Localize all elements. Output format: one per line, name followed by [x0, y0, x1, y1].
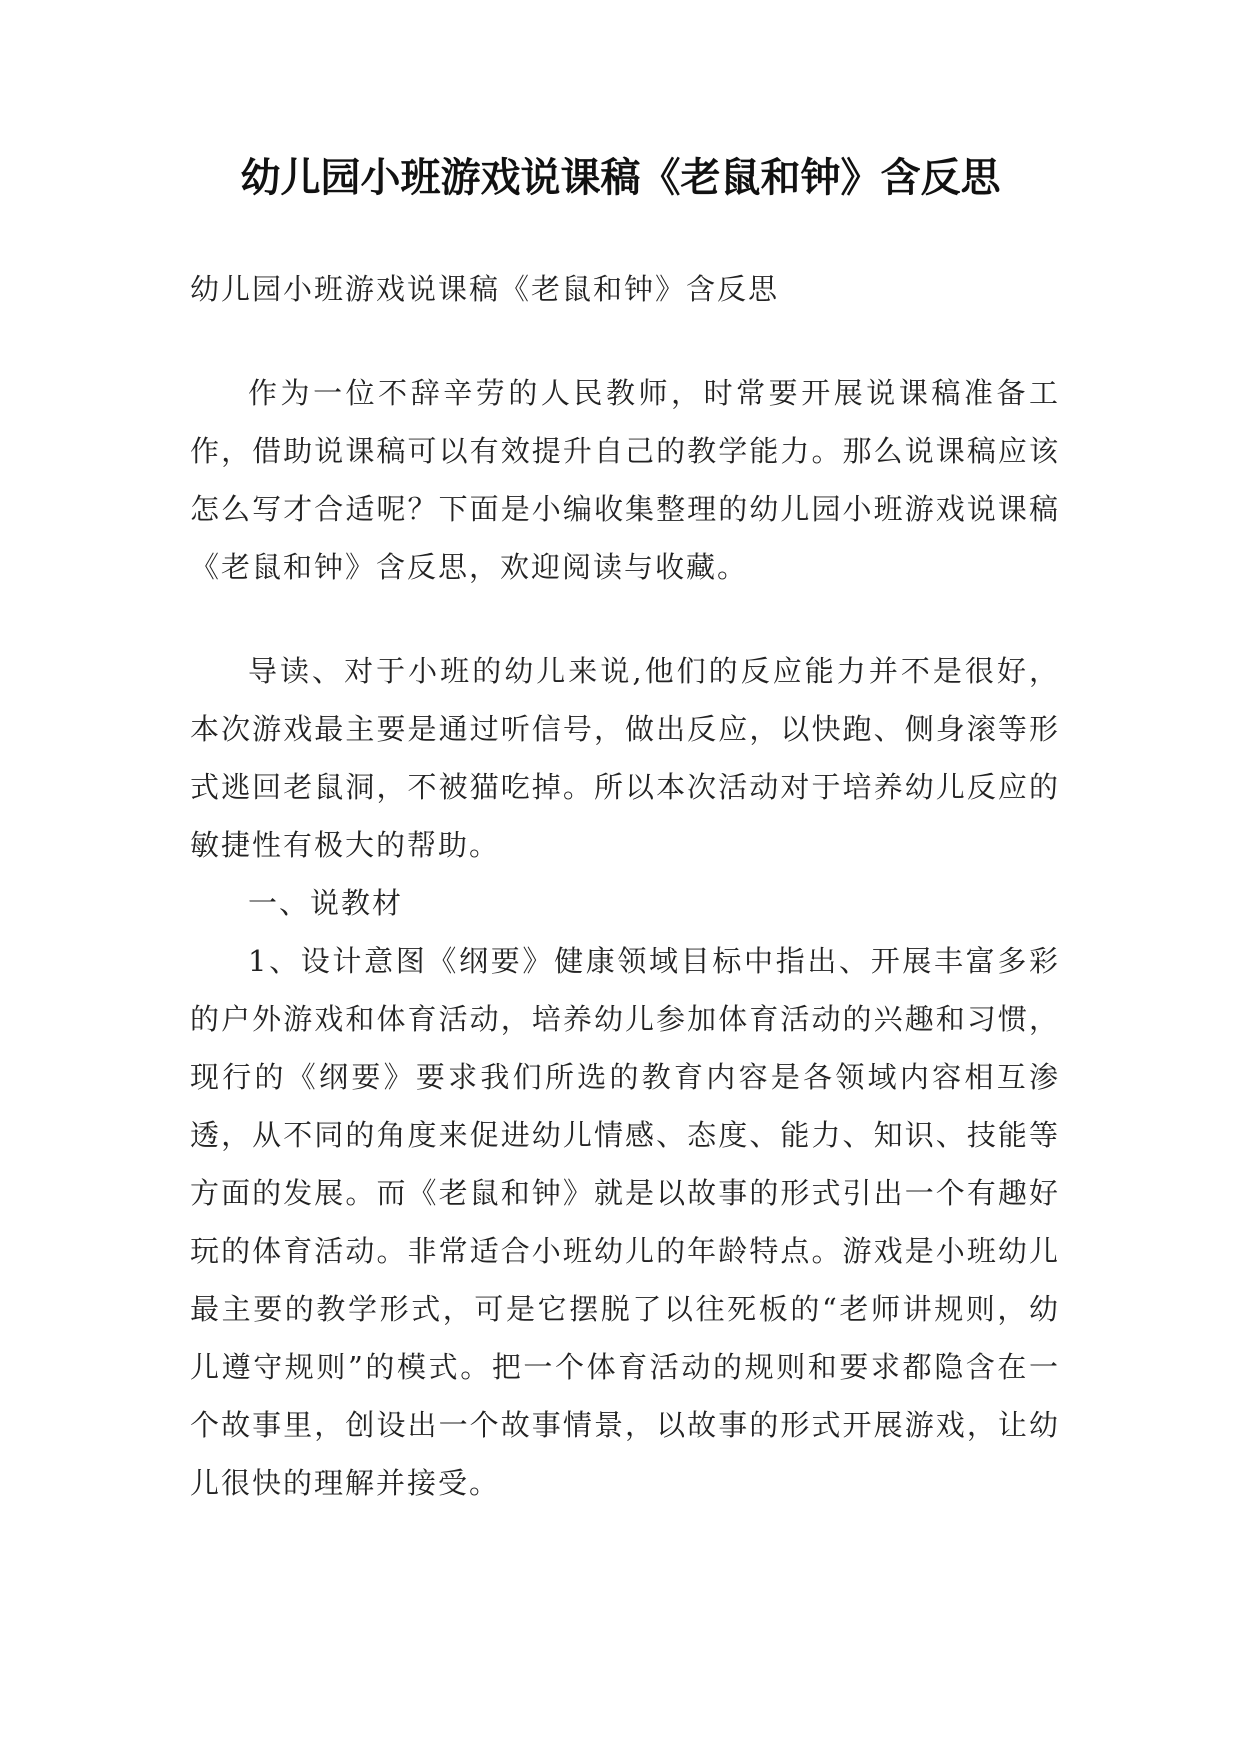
intro-paragraph: 作为一位不辞辛劳的人民教师，时常要开展说课稿准备工作，借助说课稿可以有效提升自己的教学能力。那么说课稿应该怎么写才合适呢？下面是小编收集整理的幼儿园小班游戏说课稿《老鼠和钟》含反思，欢迎阅读与收藏。	[190, 376, 1060, 584]
document-subtitle: 幼儿园小班游戏说课稿《老鼠和钟》含反思	[190, 272, 780, 306]
guide-paragraph: 导读、对于小班的幼儿来说,他们的反应能力并不是很好，本次游戏最主要是通过听信号，做出反应，以快跑、侧身滚等形式逃回老鼠洞，不被猫吃掉。所以本次活动对于培养幼儿反应的敏捷性有极大的帮助。	[190, 654, 1060, 862]
section-heading-teaching-material: 一、说教材	[248, 886, 404, 920]
design-intent-paragraph: 1、设计意图《纲要》健康领域目标中指出、开展丰富多彩的户外游戏和体育活动，培养幼儿参加体育活动的兴趣和习惯，现行的《纲要》要求我们所选的教育内容是各领域内容相互渗透，从不同的角度来促进幼儿情感、态度、能力、知识、技能等方面的发展。而《老鼠和钟》就是以故事的形式引出一个有趣好玩的体育活动。非常适合小班幼儿的年龄特点。游戏是小班幼儿最主要的教学形式，可是它摆脱了以往死板的“老师讲规则，幼儿遵守规则”的模式。把一个体育活动的规则和要求都隐含在一个故事里，创设出一个故事情景，以故事的形式开展游戏，让幼儿很快的理解并接受。	[190, 944, 1060, 1500]
document-title: 幼儿园小班游戏说课稿《老鼠和钟》含反思	[240, 155, 1001, 201]
document-body	[190, 260, 1060, 1512]
